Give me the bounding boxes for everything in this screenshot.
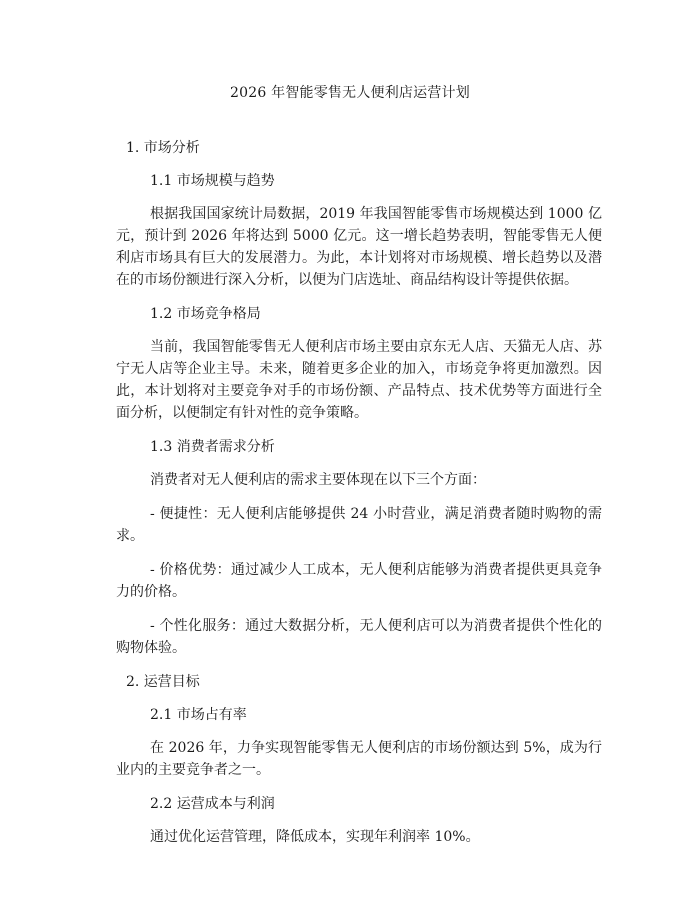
subsection-heading: 2.2 运营成本与利润 xyxy=(150,796,275,812)
list-item: - 价格优势：通过减少人工成本，无人便利店能够为消费者提供更具竞争力的价格。 xyxy=(116,562,602,600)
paragraph: 消费者对无人便利店的需求主要体现在以下三个方面： xyxy=(150,472,486,488)
paragraph: 通过优化运营管理，降低成本，实现年利润率 10%。 xyxy=(150,829,480,845)
subsection-heading: 1.1 市场规模与趋势 xyxy=(150,173,275,189)
subsection-heading: 1.2 市场竞争格局 xyxy=(150,306,261,322)
section-heading: 1. 市场分析 xyxy=(126,140,200,156)
document-title: 2026 年智能零售无人便利店运营计划 xyxy=(230,85,470,101)
document-body xyxy=(116,137,602,860)
paragraph: 当前，我国智能零售无人便利店市场主要由京东无人店、天猫无人店、苏宁无人店等企业主导。未来，随着更多企业的加入，市场竞争将更加激烈。因此，本计划将对主要竞争对手的市场份额、产品特点、技术优势等方面进行全面分析，以便制定有针对性的竞争策略。 xyxy=(116,339,602,421)
subsection-heading: 2.1 市场占有率 xyxy=(150,707,247,723)
paragraph: 在 2026 年，力争实现智能零售无人便利店的市场份额达到 5%，成为行业内的主要竞争者之一。 xyxy=(116,740,602,778)
paragraph: 根据我国国家统计局数据，2019 年我国智能零售市场规模达到 1000 亿元，预计到 2026 年将达到 5000 亿元。这一增长趋势表明，智能零售无人便利店市场具有巨大的发展潜力。为此，本计划将对市场规模、增长趋势以及潜在的市场份额进行深入分析，以便为门店选址、商品结构设计等提供依据。 xyxy=(116,206,602,288)
subsection-heading: 1.3 消费者需求分析 xyxy=(150,439,275,455)
list-item: - 个性化服务：通过大数据分析，无人便利店可以为消费者提供个性化的购物体验。 xyxy=(116,618,602,656)
list-item: - 便捷性：无人便利店能够提供 24 小时营业，满足消费者随时购物的需求。 xyxy=(116,506,602,544)
section-heading: 2. 运营目标 xyxy=(126,674,200,690)
